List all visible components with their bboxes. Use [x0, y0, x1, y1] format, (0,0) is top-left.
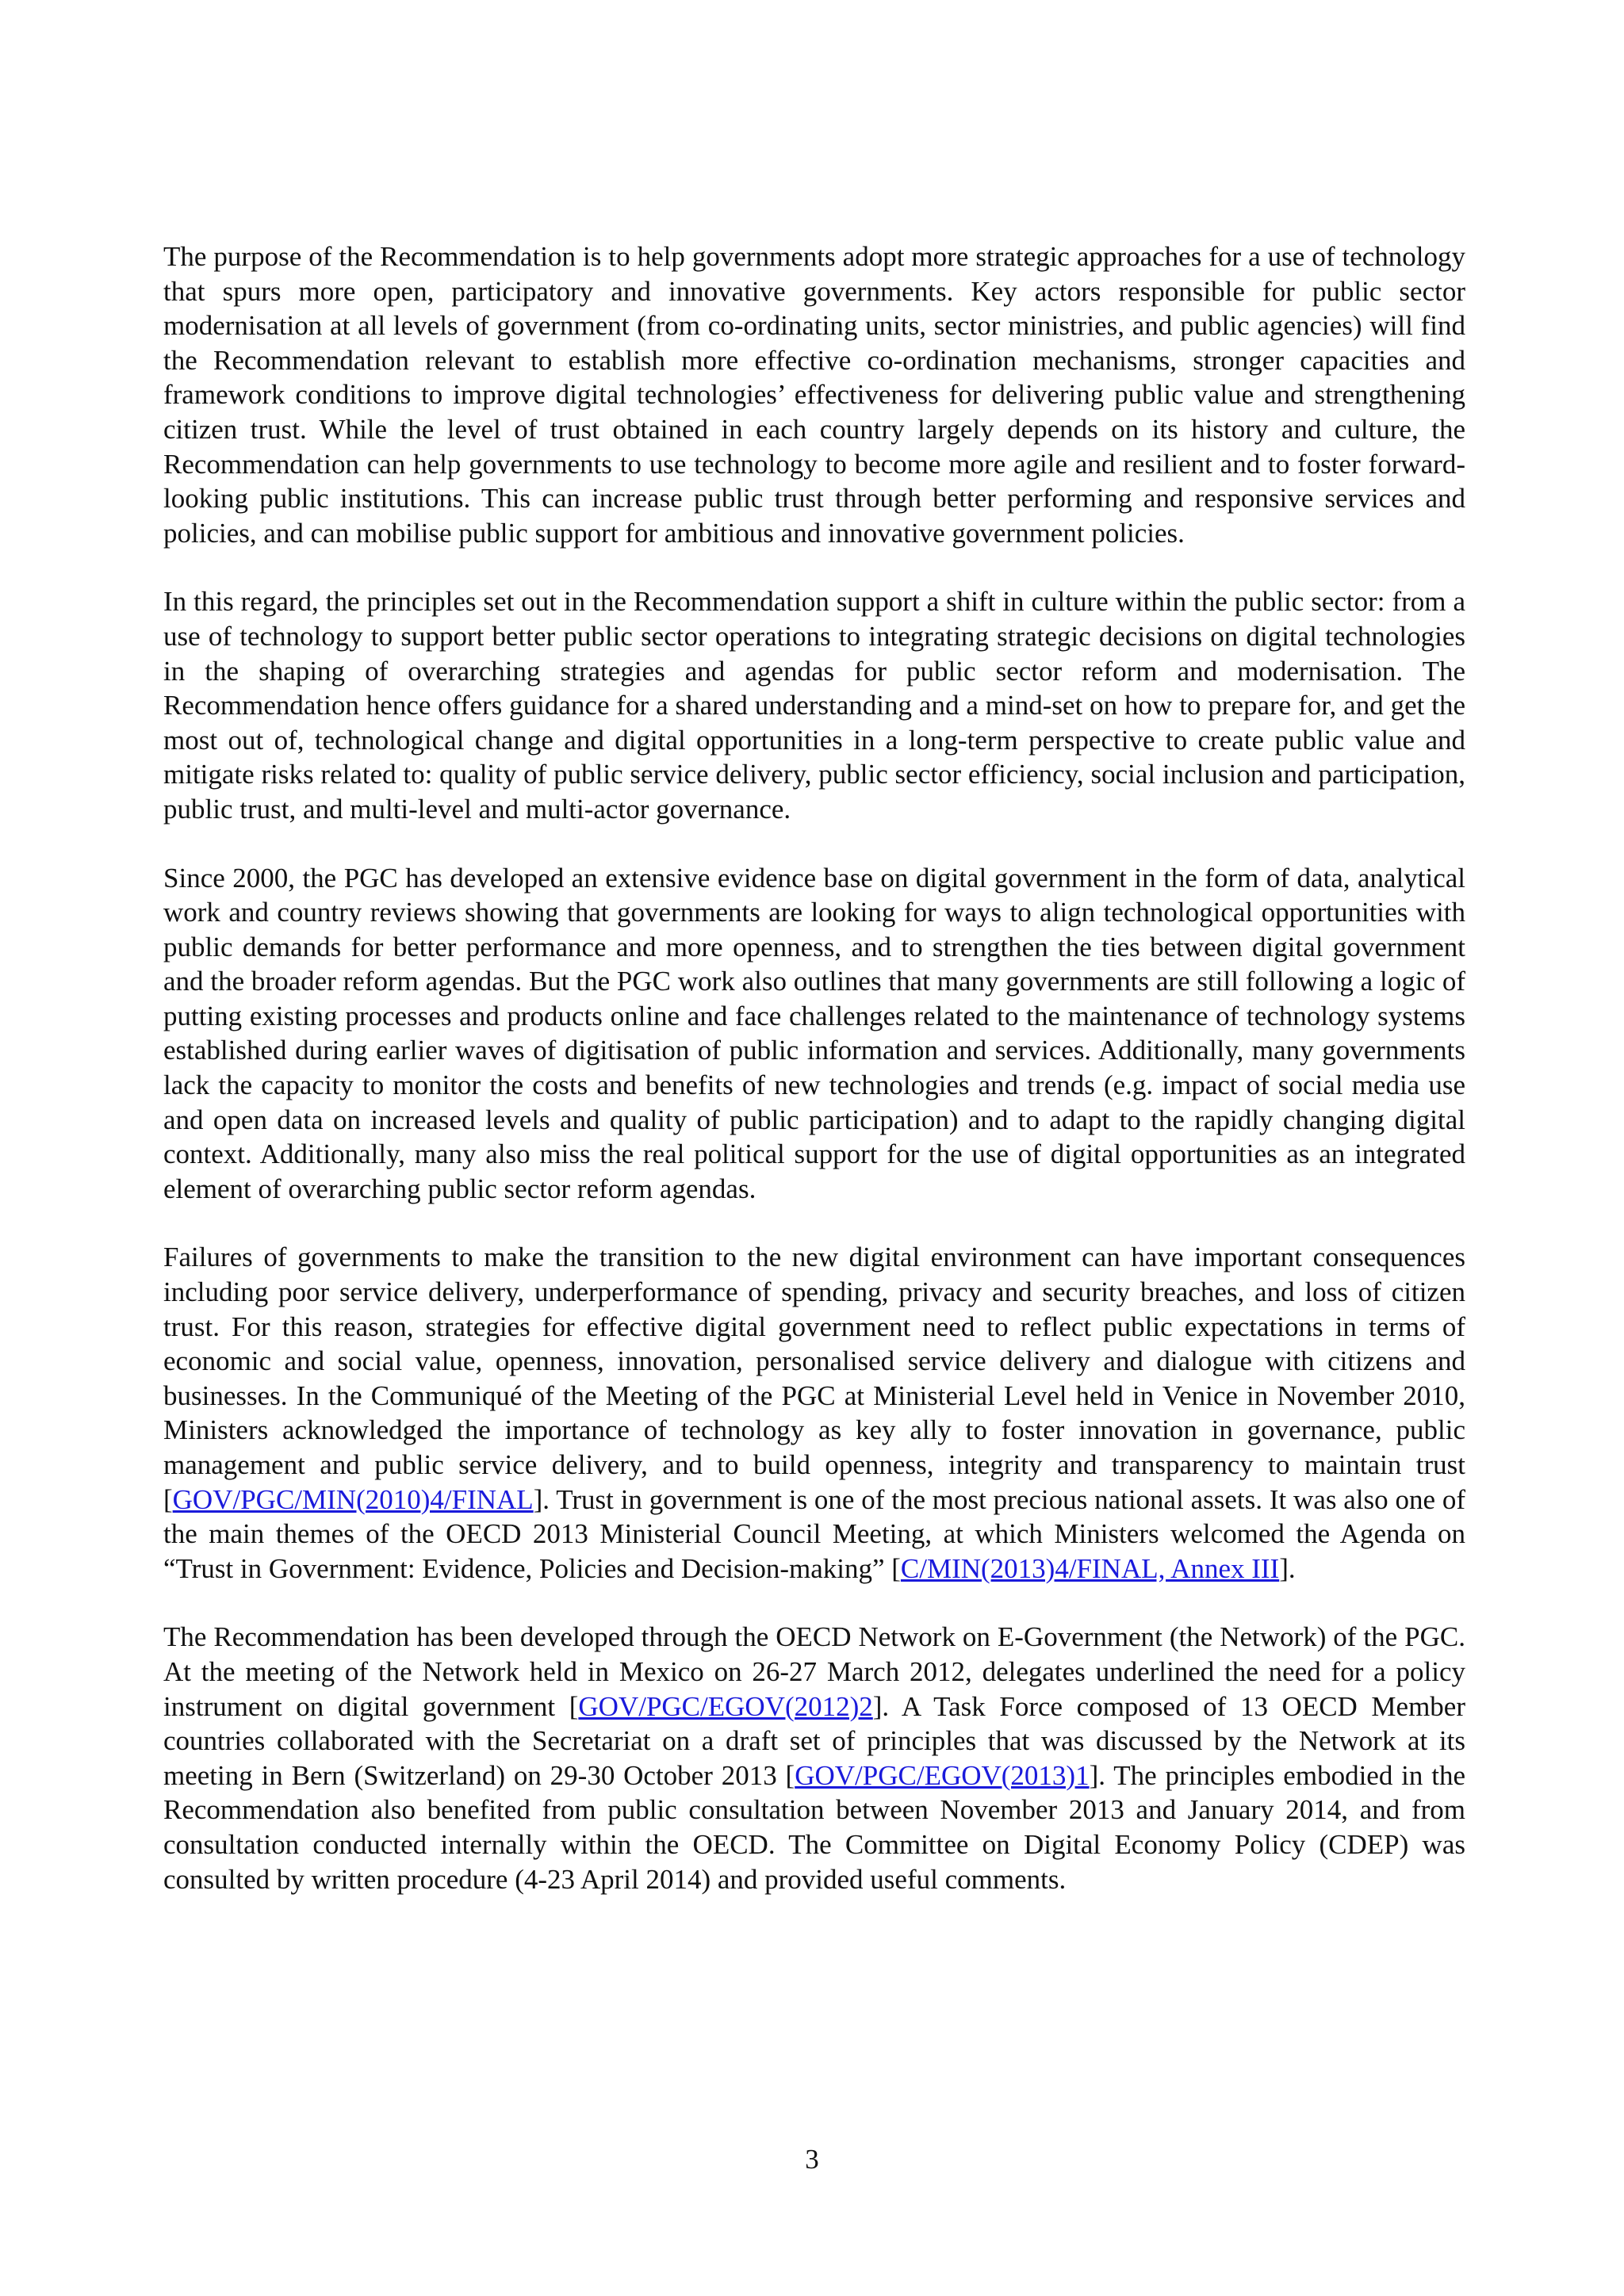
paragraph-text: ]. Trust in government is one of the most precious national assets. It was also one of the main themes of the OECD 2013 Ministerial Council Meeting, at which Ministers welcomed the Agenda on “Trust in Government: Evidence, Policies and Decision-making” [ — [163, 1483, 1465, 1584]
paragraph-purpose: The purpose of the Recommendation is to help governments adopt more strategic approaches for a use of technology that spurs more open, participatory and innovative governments. Key actors responsible for public sector modernisation at all levels of government (from co-ordinating units, sector ministries, and public agencies) will find the Recommendation relevant to establish more effective co-ordination mechanisms, stronger capacities and framework conditions to improve digital technologies’ effectiveness for delivering public value and strengthening citizen trust. While the level of trust obtained in each country largely depends on its history and culture, the Recommendation can help governments to use technology to become more agile and resilient and to foster forward-looking public institutions. This can increase public trust through better performing and responsive services and policies, and can mobilise public support for ambitious and innovative government policies. — [163, 241, 1465, 549]
paragraph-development — [163, 1620, 1465, 1896]
reference-link-gov-pgc-egov-2012[interactable]: GOV/PGC/EGOV(2012)2 — [578, 1690, 873, 1722]
reference-link-gov-pgc-egov-2013[interactable]: GOV/PGC/EGOV(2013)1 — [795, 1759, 1090, 1791]
document-body — [163, 239, 1465, 1931]
paragraph-culture-shift: In this regard, the principles set out in the Recommendation support a shift in culture within the public sector: from a use of technology to support better public sector operations to integrating strategic decisions on digital technologies in the shaping of overarching strategies and agendas for public sector reform and modernisation. The Recommendation hence offers guidance for a shared understanding and a mind-set on how to prepare for, and get the most out of, technological change and digital opportunities in a long-term perspective to create public value and mitigate risks related to: quality of public service delivery, public sector efficiency, social inclusion and participation, public trust, and multi-level and multi-actor governance. — [163, 586, 1465, 825]
paragraph-text: ]. The principles embodied in the Recommendation also benefited from public consultation between November 2013 and January 2014, and from consultation conducted internally within the OECD. The Committee on Digital Economy Policy (CDEP) was consulted by written procedure (4-23 April 2014) and provided useful comments. — [163, 1759, 1465, 1895]
paragraph-text: Failures of governments to make the transition to the new digital environment can have important consequences including poor service delivery, underperformance of spending, privacy and security breaches, and loss of citizen trust. For this reason, strategies for effective digital government need to reflect public expectations in terms of economic and social value, openness, innovation, personalised service delivery and dialogue with citizens and businesses. In the Communiqué of the Meeting of the PGC at Ministerial Level held in Venice in November 2010, Ministers acknowledged the importance of technology as key ally to foster innovation in governance, public management and public service delivery, and to build openness, integrity and transparency to maintain trust [ — [163, 1242, 1465, 1515]
reference-link-c-min-2013[interactable]: C/MIN(2013)4/FINAL, Annex III — [900, 1552, 1280, 1584]
reference-link-gov-pgc-min-2010[interactable]: GOV/PGC/MIN(2010)4/FINAL — [172, 1483, 534, 1515]
paragraph-text: The Recommendation has been developed through the OECD Network on E-Government (the Network) of the PGC. At the meeting of the Network held in Mexico on 26-27 March 2012, delegates underlined the need for a policy instrument on digital government [ — [163, 1621, 1465, 1722]
paragraph-failures — [163, 1240, 1465, 1586]
paragraph-text: ]. A Task Force composed of 13 OECD Member countries collaborated with the Secretariat on a draft set of principles that was discussed by the Network at its meeting in Bern (Switzerland) on 29-30 October 2013 [ — [163, 1690, 1465, 1791]
paragraph-evidence-base: Since 2000, the PGC has developed an extensive evidence base on digital government in the form of data, analytical work and country reviews showing that governments are looking for ways to align technological opportunities with public demands for better performance and more openness, and to strengthen the ties between digital government and the broader reform agendas. But the PGC work also outlines that many governments are still following a logic of putting existing processes and products online and face challenges related to the maintenance of technology systems established during earlier waves of digitisation of public information and services. Additionally, many governments lack the capacity to monitor the costs and benefits of new technologies and trends (e.g. impact of social media use and open data on increased levels and quality of public participation) and to adapt to the rapidly changing digital context. Additionally, many also miss the real political support for the use of digital opportunities as an integrated element of overarching public sector reform agendas. — [163, 862, 1465, 1204]
paragraph-text: ]. — [1279, 1552, 1296, 1584]
page-number: 3 — [805, 2144, 819, 2175]
